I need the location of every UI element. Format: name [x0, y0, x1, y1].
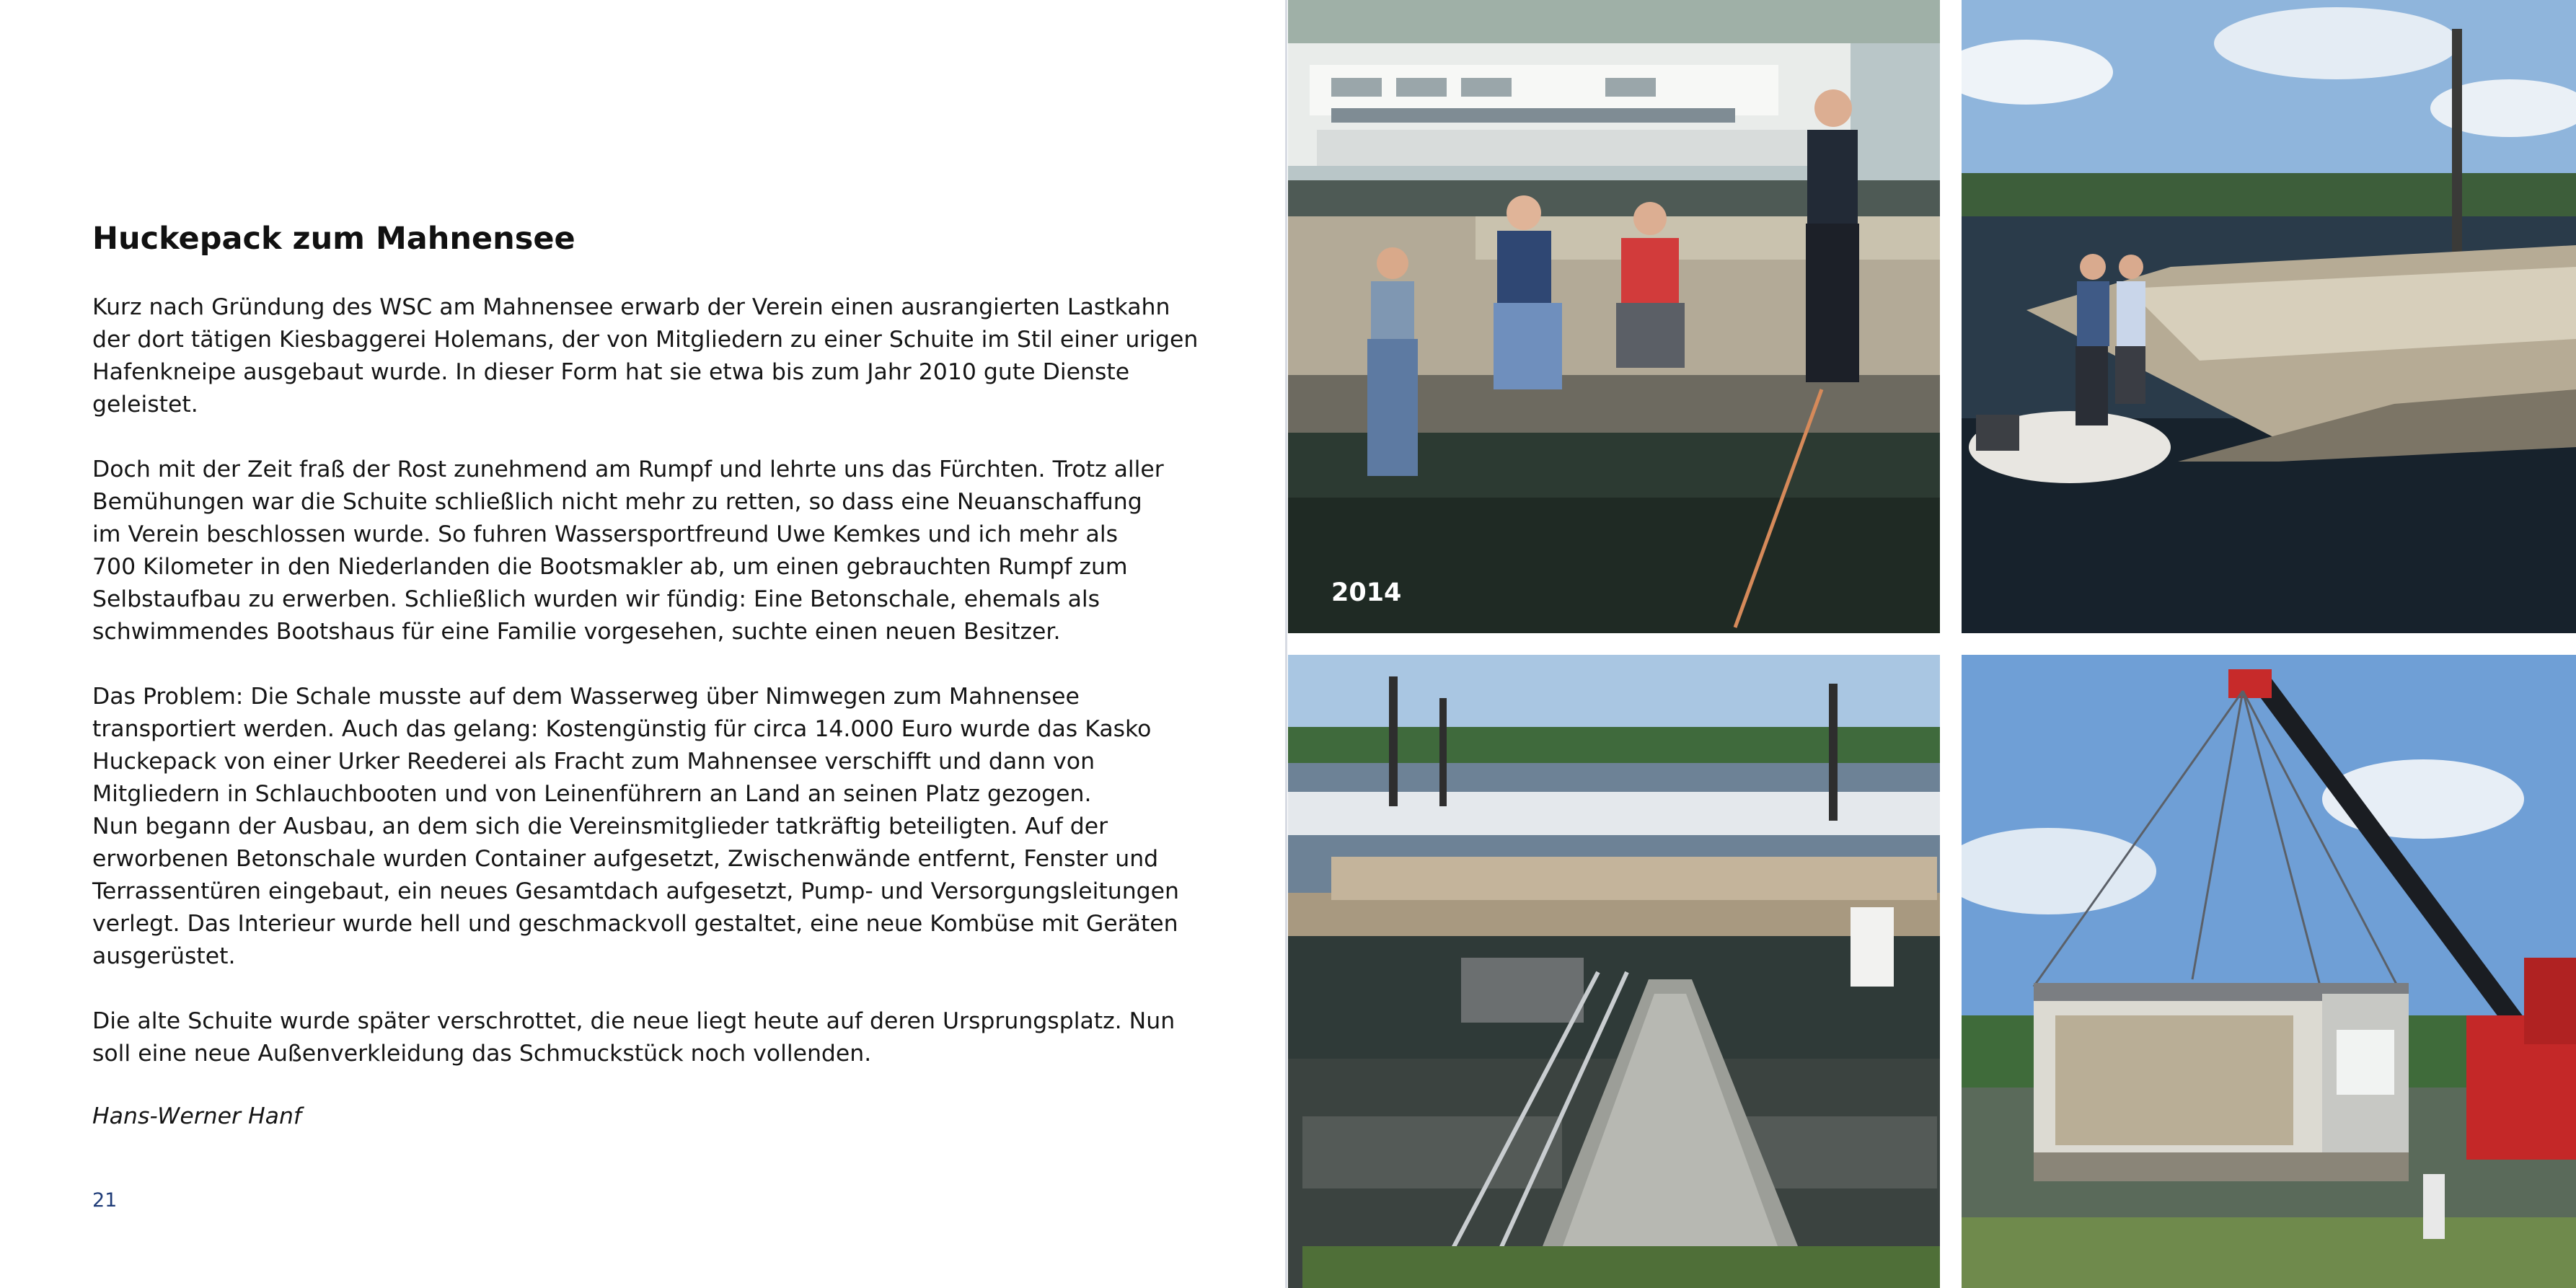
paragraph-1 [92, 291, 1246, 421]
text-line: 700 Kilometer in den Niederlanden die Bootsmakler ab, um einen gebrauchten Rumpf zum [92, 554, 1128, 580]
photo-marina-jetty-image [1288, 655, 1940, 1288]
photo-men-on-hull [1288, 0, 1940, 633]
photo-marina-jetty [1288, 655, 1940, 1288]
page-number: 21 [92, 1189, 118, 1212]
text-line: Die alte Schuite wurde später verschrottet, die neue liegt heute auf deren Ursprungsplatz. Nun [92, 1008, 1175, 1034]
photo-concrete-shell-dinghy [1962, 0, 2576, 633]
paragraph-3 [92, 681, 1246, 973]
text-line: ausgerüstet. [92, 943, 236, 969]
photo-crane-container-image [1962, 655, 2576, 1288]
left-page [0, 0, 1285, 1288]
text-line: Hafenkneipe ausgebaut wurde. In dieser Form hat sie etwa bis zum Jahr 2010 gute Dienste [92, 359, 1130, 385]
text-line: schwimmendes Bootshaus für eine Familie vorgesehen, suchte einen neuen Besitzer. [92, 619, 1061, 645]
text-line: der dort tätigen Kiesbaggerei Holemans, der von Mitgliedern zu einer Schuite im Stil einer urigen [92, 327, 1199, 353]
text-line: Nun begann der Ausbau, an dem sich die Vereinsmitglieder tatkräftig beteiligten. Auf der [92, 813, 1108, 839]
photo-concrete-shell-dinghy-image [1962, 0, 2576, 633]
text-line: Das Problem: Die Schale musste auf dem Wasserweg über Nimwegen zum Mahnensee [92, 684, 1080, 710]
photo-men-on-hull-image [1288, 0, 1940, 633]
text-line: Doch mit der Zeit fraß der Rost zunehmend am Rumpf und lehrte uns das Fürchten. Trotz aller [92, 456, 1164, 482]
text-line: Huckepack von einer Urker Reederei als Fracht zum Mahnensee verschifft und dann von [92, 749, 1095, 775]
text-line: Kurz nach Gründung des WSC am Mahnensee erwarb der Verein einen ausrangierten Lastkahn [92, 294, 1170, 320]
text-line: Terrassentüren eingebaut, ein neues Gesamtdach aufgesetzt, Pump- und Versorgungsleitungen [92, 878, 1180, 904]
text-line: Bemühungen war die Schuite schließlich nicht mehr zu retten, so dass eine Neuanschaffung [92, 489, 1142, 515]
text-line: soll eine neue Außenverkleidung das Schmuckstück noch vollenden. [92, 1041, 872, 1067]
photo-crane-container [1962, 655, 2576, 1288]
text-line: im Verein beschlossen wurde. So fuhren Wassersportfreund Uwe Kemkes und ich mehr als [92, 521, 1118, 547]
text-line: erworbenen Betonschale wurden Container aufgesetzt, Zwischenwände entfernt, Fenster und [92, 846, 1159, 872]
article-body [92, 291, 1246, 1103]
author-name: Hans-Werner Hanf [92, 1103, 302, 1129]
paragraph-4 [92, 1005, 1246, 1070]
text-line: Mitgliedern in Schlauchbooten und von Leinenführern an Land an seinen Platz gezogen. [92, 781, 1092, 807]
paragraph-2 [92, 454, 1246, 648]
text-line: geleistet. [92, 392, 198, 418]
photo-year-label: 2014 [1331, 578, 1402, 607]
article-subtitle: Huckepack zum Mahnensee [92, 221, 575, 257]
page-divider [1285, 0, 1287, 1288]
text-line: verlegt. Das Interieur wurde hell und geschmackvoll gestaltet, eine neue Kombüse mit Geräten [92, 911, 1178, 937]
text-line: transportiert werden. Auch das gelang: Kostengünstig für circa 14.000 Euro wurde das Kasko [92, 716, 1152, 742]
text-line: Selbstaufbau zu erwerben. Schließlich wurden wir fündig: Eine Betonschale, ehemals als [92, 586, 1100, 612]
